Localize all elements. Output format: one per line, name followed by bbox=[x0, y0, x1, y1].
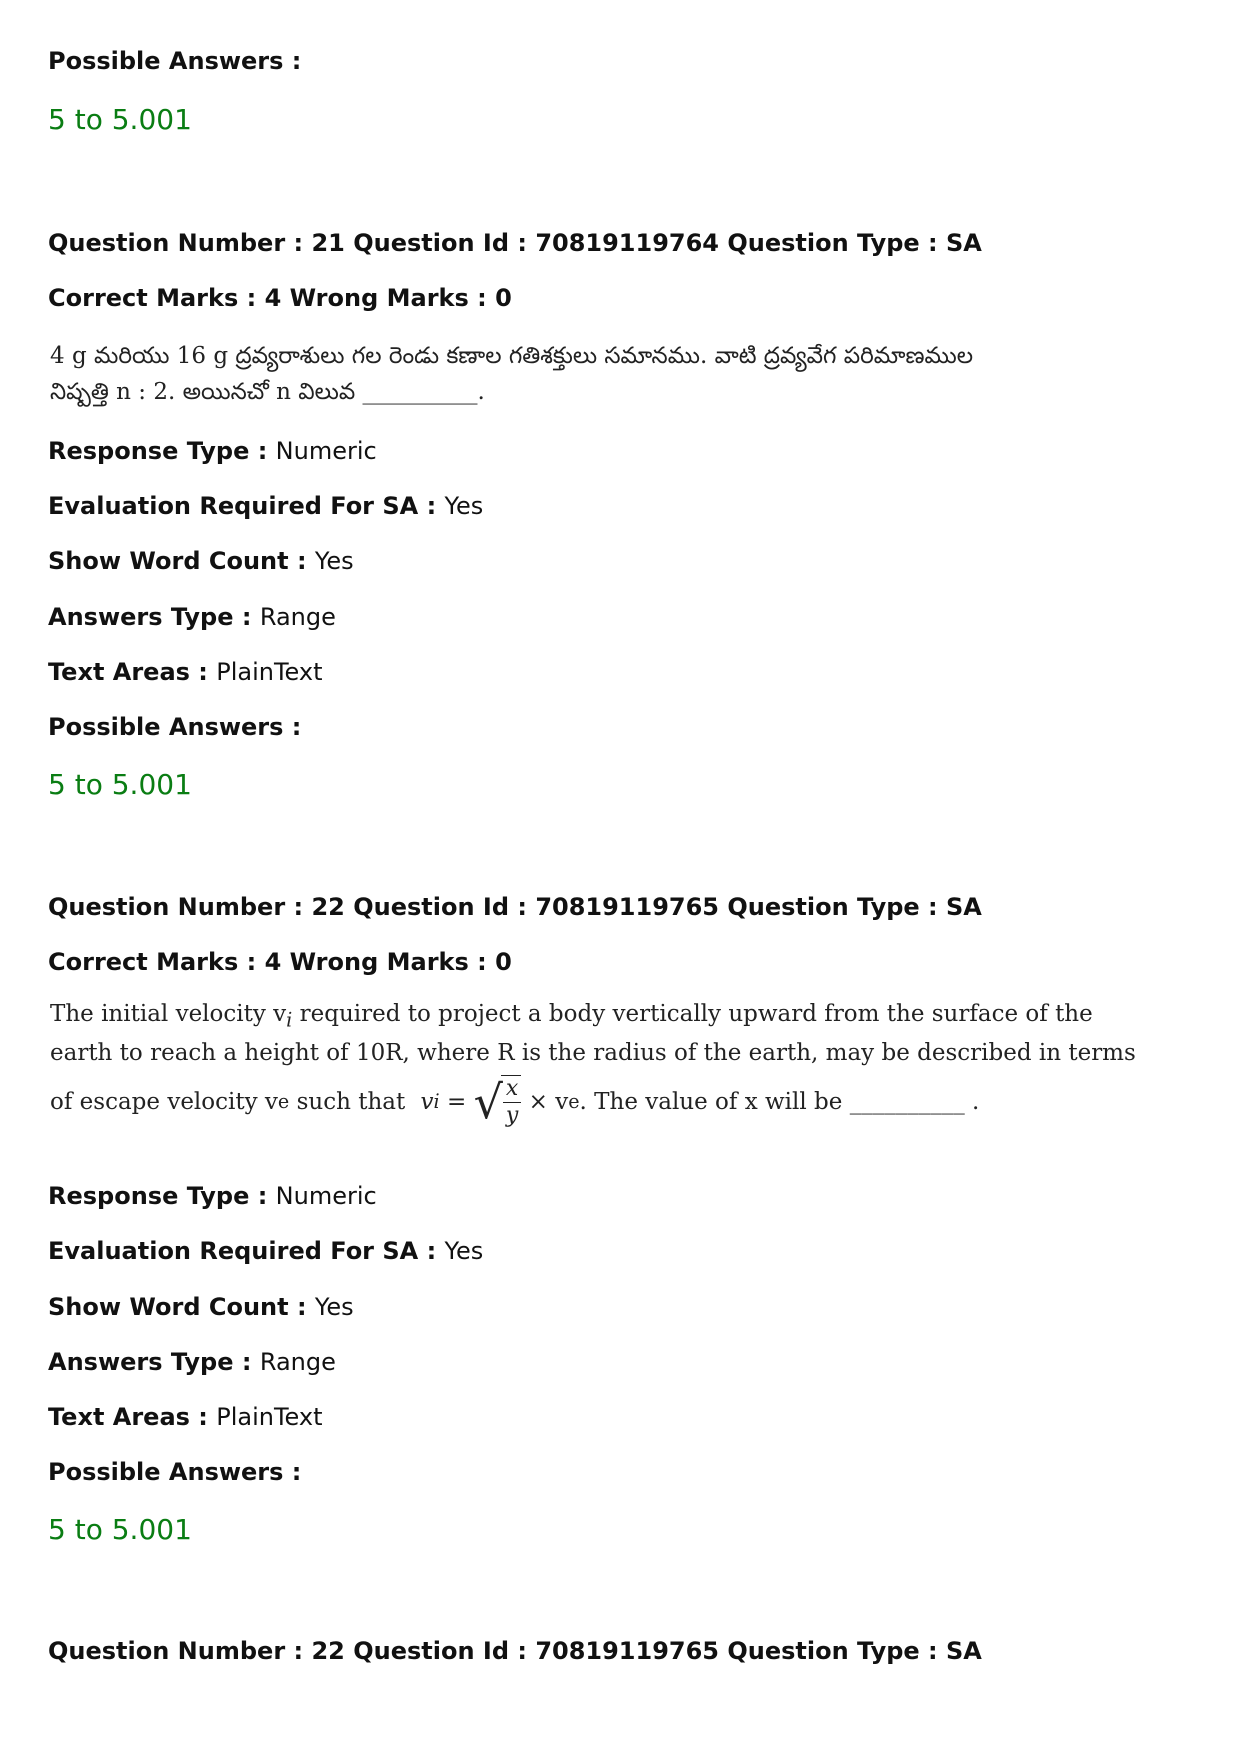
possible-answers-label: Possible Answers : bbox=[48, 47, 302, 75]
square-root: √ $\frac{x}{y}$ bbox=[474, 1075, 522, 1129]
question-header: Question Number : 21 Question Id : 70819119764 Question Type : SA bbox=[48, 229, 982, 257]
question-marks: Correct Marks : 4 Wrong Marks : 0 bbox=[48, 284, 512, 312]
question-text-line: earth to reach a height of 10R, where R is the radius of the earth, may be described in terms bbox=[50, 1039, 1136, 1066]
response-type-field bbox=[48, 1181, 377, 1211]
response-type-label: Response Type : bbox=[48, 437, 268, 465]
question-header: Question Number : 22 Question Id : 70819119765 Question Type : SA bbox=[48, 1637, 982, 1665]
show-word-count-value: Yes bbox=[314, 547, 354, 575]
evaluation-required-field bbox=[48, 491, 483, 521]
evaluation-required-field bbox=[48, 1236, 483, 1266]
answers-type-value: Range bbox=[259, 1348, 336, 1376]
show-word-count-field bbox=[48, 546, 354, 576]
response-type-label: Response Type : bbox=[48, 1182, 268, 1210]
text-areas-value: PlainText bbox=[216, 658, 323, 686]
show-word-count-field bbox=[48, 1292, 354, 1322]
answers-type-field bbox=[48, 1347, 336, 1377]
response-type-value: Numeric bbox=[275, 437, 377, 465]
evaluation-required-value: Yes bbox=[444, 492, 484, 520]
answers-type-field bbox=[48, 602, 336, 632]
evaluation-required-label: Evaluation Required For SA : bbox=[48, 492, 437, 520]
question-text-line: The initial velocity $v_i$ required to project a body vertically upward from the surface of the bbox=[50, 1001, 1093, 1032]
question-marks: Correct Marks : 4 Wrong Marks : 0 bbox=[48, 948, 512, 976]
question-text-line: నిష్పత్తి n : 2. అయినచో n విలువ __________. bbox=[50, 379, 485, 405]
possible-answer: 5 to 5.001 bbox=[48, 768, 192, 801]
text-areas-field bbox=[48, 657, 323, 687]
fraction: $\frac{x}{y}$ bbox=[503, 1076, 521, 1129]
show-word-count-label: Show Word Count : bbox=[48, 547, 307, 575]
show-word-count-label: Show Word Count : bbox=[48, 1293, 307, 1321]
text-areas-label: Text Areas : bbox=[48, 658, 208, 686]
answers-type-label: Answers Type : bbox=[48, 1348, 252, 1376]
text-areas-field bbox=[48, 1402, 323, 1432]
question-header: Question Number : 22 Question Id : 70819119765 Question Type : SA bbox=[48, 893, 982, 921]
question-text-line: 4 g మరియు 16 g ద్రవ్యరాశులు గల రెండు కణాల గతిశక్తులు సమానము. వాటి ద్రవ్యవేగ పరిమాణముల bbox=[50, 343, 974, 369]
possible-answers-label: Possible Answers : bbox=[48, 713, 302, 741]
question-text bbox=[50, 338, 973, 410]
response-type-field bbox=[48, 436, 377, 466]
possible-answer: 5 to 5.001 bbox=[48, 103, 192, 136]
question-text bbox=[50, 998, 1136, 1129]
answers-type-value: Range bbox=[259, 603, 336, 631]
text-areas-label: Text Areas : bbox=[48, 1403, 208, 1431]
text-areas-value: PlainText bbox=[216, 1403, 323, 1431]
evaluation-required-label: Evaluation Required For SA : bbox=[48, 1237, 437, 1265]
evaluation-required-value: Yes bbox=[444, 1237, 484, 1265]
question-text-line: of escape velocity v e such that v i = √ $\frac{x}{y}$ × v e . The value of x will be __________ . bbox=[50, 1074, 980, 1129]
possible-answer: 5 to 5.001 bbox=[48, 1513, 192, 1546]
answers-type-label: Answers Type : bbox=[48, 603, 252, 631]
possible-answers-label: Possible Answers : bbox=[48, 1458, 302, 1486]
response-type-value: Numeric bbox=[275, 1182, 377, 1210]
formula: v i = √ $\frac{x}{y}$ × v e . The value of x will be __________ . bbox=[420, 1074, 980, 1129]
show-word-count-value: Yes bbox=[314, 1293, 354, 1321]
